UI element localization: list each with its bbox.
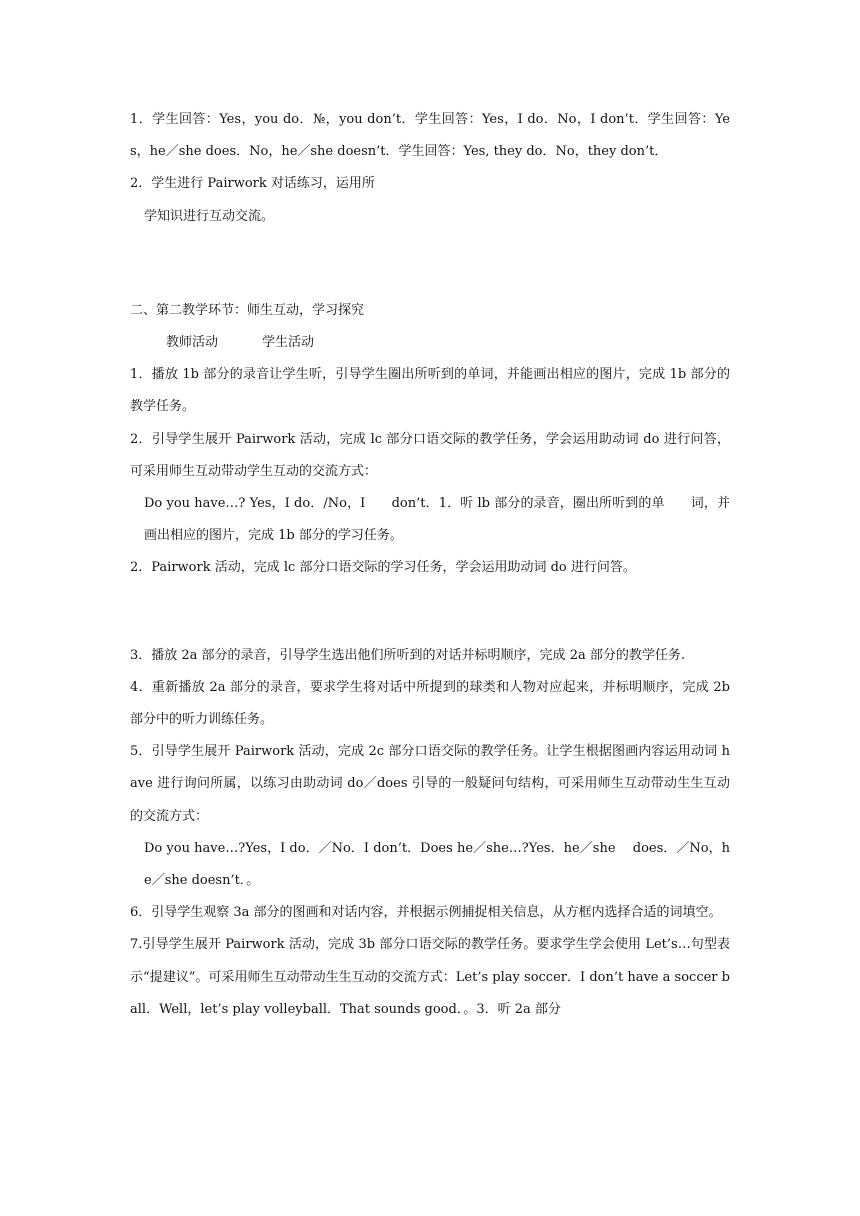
- step-paragraph: 5．引导学生展开 Pairwork 活动，完成 2c 部分口语交际的教学任务。让学生根据图画内容运用动词 have 进行询问所属，以练习由助动词 do／does 引导的一般疑问句结构，可采用师生互动带动生生互动的交流方式：: [130, 744, 730, 824]
- step-paragraph: 2．引导学生展开 Pairwork 活动，完成 lc 部分口语交际的教学任务，学会运用助动词 do 进行问答，可采用师生互动带动学生互动的交流方式：: [130, 431, 730, 479]
- spacer: [130, 264, 730, 295]
- student-activity-header: 学生活动: [262, 335, 315, 351]
- document-body: [130, 104, 730, 1026]
- dialogue-example: Do you have…? Yes，I do．/No，I don’t．1．听 lb 部分的录音，圈出所听到的单 词，并画出相应的图片，完成 1b 部分的学习任务。: [144, 496, 730, 544]
- section-heading: 二、第二教学环节：师生互动，学习探究: [130, 302, 365, 318]
- step-paragraph: 4．重新播放 2a 部分的录音，要求学生将对话中所提到的球类和人物对应起来，并标明顺序，完成 2b 部分中的听力训练任务。: [130, 679, 730, 728]
- activity-column-headers: [130, 327, 730, 359]
- spacer: [130, 233, 730, 264]
- student-answers-paragraph: 1．学生回答：Yes，you do．№，you don’t．学生回答：Yes，I do．No，I don’t．学生回答：Yes，he／she does．No，he／she doesn’t．学生回答：Yes, they do．No，they don’t．: [130, 112, 730, 160]
- step-paragraph: 1．播放 1b 部分的录音让学生听，引导学生圈出所听到的单词，并能画出相应的图片，完成 1b 部分的教学任务。: [130, 367, 730, 415]
- pairwork-paragraph: 2．学生进行 Pairwork 对话练习，运用所: [130, 176, 375, 192]
- dialogue-example: Do you have…?Yes，I do．／No．I don’t．Does he／she…?Yes．he／she does．／No，he／she doesn’t．。: [144, 840, 730, 889]
- teacher-activity-header: 教师活动: [166, 335, 219, 351]
- step-paragraph: 3．播放 2a 部分的录音，引导学生选出他们所听到的对话并标明顺序，完成 2a 部分的教学任务.: [130, 647, 685, 663]
- step-paragraph: 6．引导学生观察 3a 部分的图画和对话内容，并根据示例捕捉相关信息，从方框内选择合适的词填空。: [130, 905, 722, 921]
- spacer: [130, 585, 730, 616]
- step-paragraph: 2．Pairwork 活动，完成 lc 部分口语交际的学习任务，学会运用助动词 do 进行问答。: [130, 560, 636, 576]
- pairwork-paragraph-continued: 学知识进行互动交流。: [144, 208, 275, 224]
- spacer: [130, 616, 730, 640]
- step-paragraph: 7.引导学生展开 Pairwork 活动，完成 3b 部分口语交际的教学任务。要求学生学会使用 Let’s…句型表示“提建议”。可采用师生互动带动生生互动的交流方式：Let’s play soccer．I don’t have a soccer ball．Well，let’s play volleyball．That sounds good．。3．听 2a 部分: [130, 937, 730, 1017]
